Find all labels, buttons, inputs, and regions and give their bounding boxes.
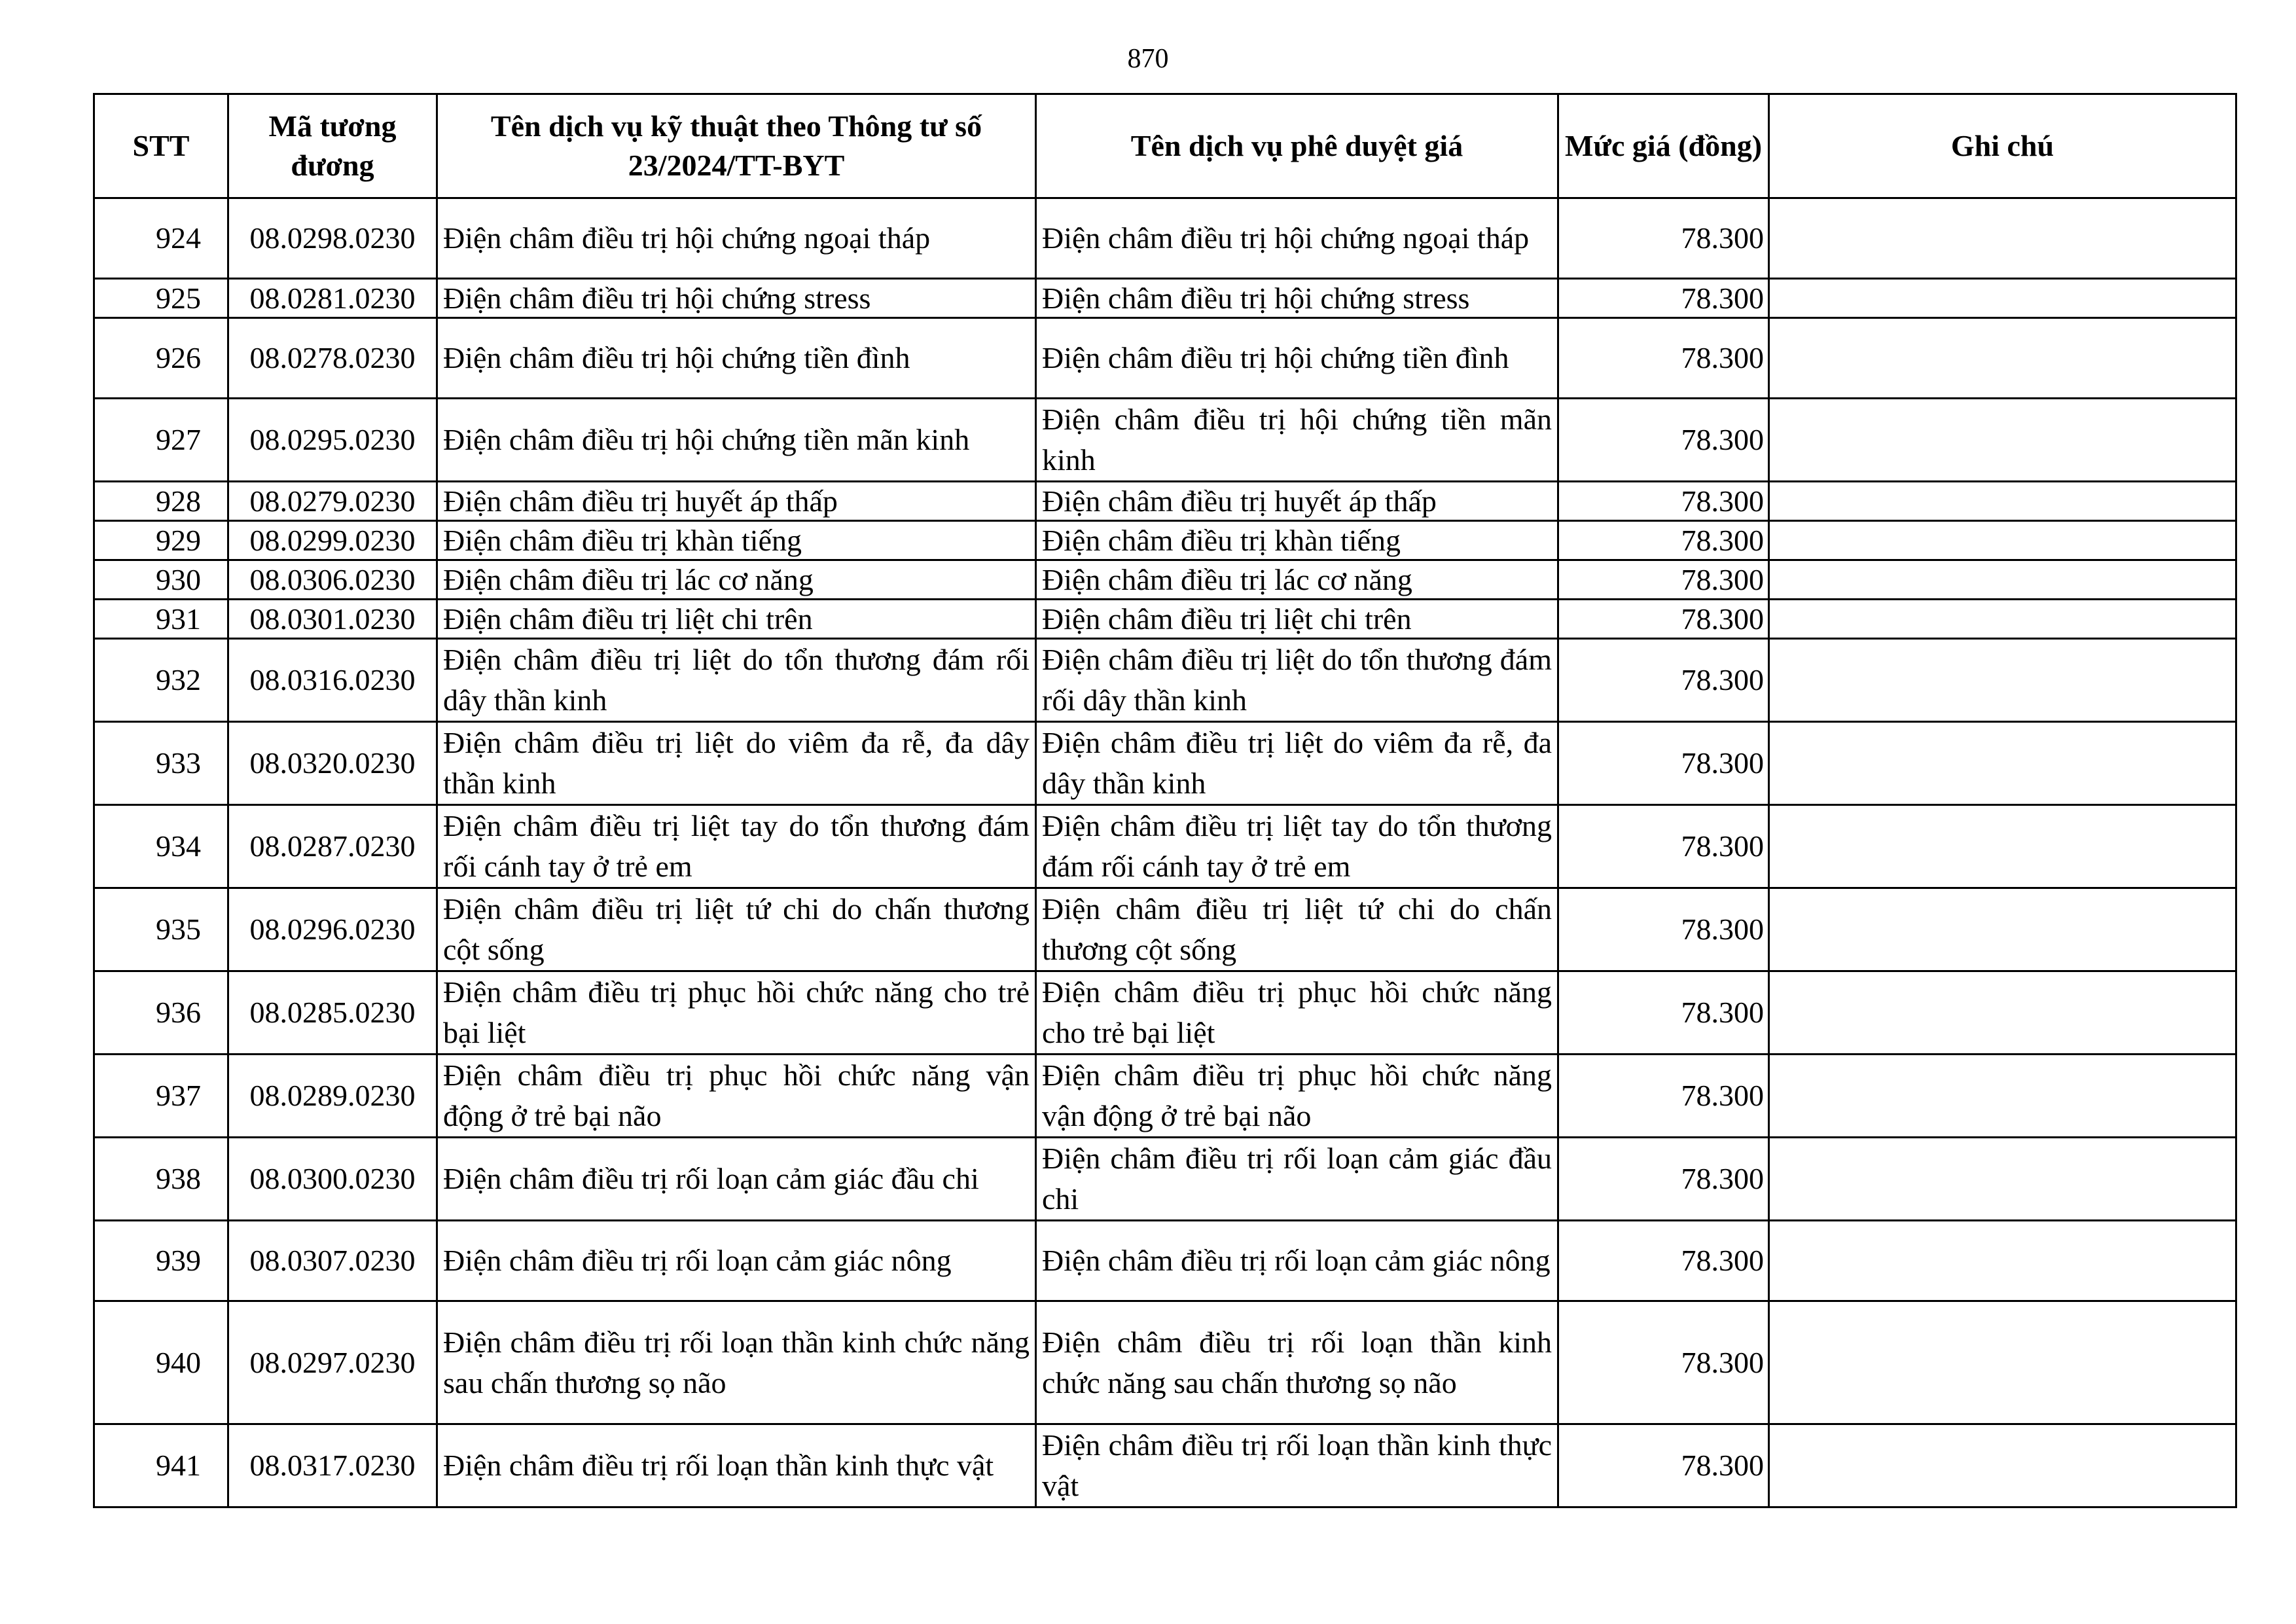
- row-note: [1769, 279, 2236, 318]
- row-approved-name: Điện châm điều trị huyết áp thấp: [1036, 482, 1558, 521]
- row-stt: 935: [94, 888, 228, 971]
- row-service-name: Điện châm điều trị liệt do viêm đa rễ, đa dây thần kinh: [437, 722, 1036, 805]
- row-code: 08.0295.0230: [228, 399, 437, 482]
- row-code: 08.0285.0230: [228, 971, 437, 1055]
- row-code: 08.0299.0230: [228, 521, 437, 560]
- row-stt: 939: [94, 1221, 228, 1301]
- row-price: 78.300: [1558, 639, 1769, 722]
- row-code: 08.0300.0230: [228, 1138, 437, 1221]
- row-code: 08.0289.0230: [228, 1055, 437, 1138]
- row-approved-name: Điện châm điều trị rối loạn thần kinh thực vật: [1036, 1424, 1558, 1507]
- row-price: 78.300: [1558, 1055, 1769, 1138]
- row-note: [1769, 600, 2236, 639]
- row-stt: 941: [94, 1424, 228, 1507]
- table-row: [94, 198, 2236, 279]
- row-service-name: Điện châm điều trị liệt tay do tổn thương đám rối cánh tay ở trẻ em: [437, 805, 1036, 888]
- row-stt: 926: [94, 318, 228, 399]
- row-code: 08.0281.0230: [228, 279, 437, 318]
- row-approved-name: Điện châm điều trị rối loạn cảm giác đầu chi: [1036, 1138, 1558, 1221]
- table-row: [94, 399, 2236, 482]
- table-row: [94, 805, 2236, 888]
- row-price: 78.300: [1558, 521, 1769, 560]
- row-service-name: Điện châm điều trị liệt chi trên: [437, 600, 1036, 639]
- row-stt: 930: [94, 560, 228, 600]
- row-code: 08.0307.0230: [228, 1221, 437, 1301]
- row-service-name: Điện châm điều trị rối loạn thần kinh chức năng sau chấn thương sọ não: [437, 1301, 1036, 1424]
- row-note: [1769, 639, 2236, 722]
- row-service-name: Điện châm điều trị rối loạn cảm giác đầu chi: [437, 1138, 1036, 1221]
- row-approved-name: Điện châm điều trị rối loạn thần kinh chức năng sau chấn thương sọ não: [1036, 1301, 1558, 1424]
- row-note: [1769, 1138, 2236, 1221]
- row-approved-name: Điện châm điều trị phục hồi chức năng cho trẻ bại liệt: [1036, 971, 1558, 1055]
- row-service-name: Điện châm điều trị huyết áp thấp: [437, 482, 1036, 521]
- header-price: Mức giá (đồng): [1558, 94, 1769, 198]
- row-service-name: Điện châm điều trị phục hồi chức năng vận động ở trẻ bại não: [437, 1055, 1036, 1138]
- row-service-name: Điện châm điều trị liệt tứ chi do chấn thương cột sống: [437, 888, 1036, 971]
- table-row: [94, 318, 2236, 399]
- row-price: 78.300: [1558, 318, 1769, 399]
- row-service-name: Điện châm điều trị liệt do tổn thương đám rối dây thần kinh: [437, 639, 1036, 722]
- row-service-name: Điện châm điều trị hội chứng stress: [437, 279, 1036, 318]
- table-row: [94, 1055, 2236, 1138]
- table-row: [94, 639, 2236, 722]
- row-price: 78.300: [1558, 198, 1769, 279]
- table-row: [94, 521, 2236, 560]
- table-row: [94, 1301, 2236, 1424]
- row-price: 78.300: [1558, 971, 1769, 1055]
- row-code: 08.0320.0230: [228, 722, 437, 805]
- header-note: Ghi chú: [1769, 94, 2236, 198]
- row-note: [1769, 318, 2236, 399]
- row-service-name: Điện châm điều trị hội chứng tiền đình: [437, 318, 1036, 399]
- row-note: [1769, 805, 2236, 888]
- header-approved-name: Tên dịch vụ phê duyệt giá: [1036, 94, 1558, 198]
- row-stt: 933: [94, 722, 228, 805]
- table-row: [94, 279, 2236, 318]
- row-note: [1769, 1424, 2236, 1507]
- row-stt: 938: [94, 1138, 228, 1221]
- row-note: [1769, 1221, 2236, 1301]
- row-price: 78.300: [1558, 1138, 1769, 1221]
- row-service-name: Điện châm điều trị khàn tiếng: [437, 521, 1036, 560]
- row-note: [1769, 971, 2236, 1055]
- table-row: [94, 971, 2236, 1055]
- row-code: 08.0297.0230: [228, 1301, 437, 1424]
- row-price: 78.300: [1558, 722, 1769, 805]
- header-code: Mã tương đương: [228, 94, 437, 198]
- table-row: [94, 1138, 2236, 1221]
- row-code: 08.0301.0230: [228, 600, 437, 639]
- row-note: [1769, 482, 2236, 521]
- header-stt: STT: [94, 94, 228, 198]
- row-price: 78.300: [1558, 1424, 1769, 1507]
- row-approved-name: Điện châm điều trị liệt tay do tổn thương đám rối cánh tay ở trẻ em: [1036, 805, 1558, 888]
- row-price: 78.300: [1558, 482, 1769, 521]
- row-note: [1769, 1055, 2236, 1138]
- row-service-name: Điện châm điều trị hội chứng ngoại tháp: [437, 198, 1036, 279]
- row-price: 78.300: [1558, 1221, 1769, 1301]
- price-table: [93, 93, 2237, 1508]
- row-stt: 927: [94, 399, 228, 482]
- header-service-name: Tên dịch vụ kỹ thuật theo Thông tư số 23/2024/TT-BYT: [437, 94, 1036, 198]
- row-price: 78.300: [1558, 1301, 1769, 1424]
- table-header-row: [94, 94, 2236, 198]
- row-price: 78.300: [1558, 399, 1769, 482]
- row-service-name: Điện châm điều trị rối loạn cảm giác nông: [437, 1221, 1036, 1301]
- table-row: [94, 1221, 2236, 1301]
- row-approved-name: Điện châm điều trị liệt tứ chi do chấn thương cột sống: [1036, 888, 1558, 971]
- row-service-name: Điện châm điều trị rối loạn thần kinh thực vật: [437, 1424, 1036, 1507]
- row-stt: 934: [94, 805, 228, 888]
- row-stt: 924: [94, 198, 228, 279]
- row-service-name: Điện châm điều trị lác cơ năng: [437, 560, 1036, 600]
- row-stt: 932: [94, 639, 228, 722]
- table-row: [94, 482, 2236, 521]
- row-price: 78.300: [1558, 279, 1769, 318]
- row-price: 78.300: [1558, 805, 1769, 888]
- row-approved-name: Điện châm điều trị hội chứng tiền đình: [1036, 318, 1558, 399]
- row-service-name: Điện châm điều trị hội chứng tiền mãn kinh: [437, 399, 1036, 482]
- page-number: 870: [1127, 44, 1169, 74]
- row-approved-name: Điện châm điều trị liệt chi trên: [1036, 600, 1558, 639]
- row-price: 78.300: [1558, 888, 1769, 971]
- row-code: 08.0279.0230: [228, 482, 437, 521]
- row-code: 08.0278.0230: [228, 318, 437, 399]
- row-note: [1769, 198, 2236, 279]
- row-approved-name: Điện châm điều trị khàn tiếng: [1036, 521, 1558, 560]
- row-note: [1769, 888, 2236, 971]
- row-note: [1769, 560, 2236, 600]
- row-price: 78.300: [1558, 560, 1769, 600]
- row-note: [1769, 722, 2236, 805]
- row-approved-name: Điện châm điều trị lác cơ năng: [1036, 560, 1558, 600]
- row-approved-name: Điện châm điều trị hội chứng tiền mãn kinh: [1036, 399, 1558, 482]
- row-code: 08.0287.0230: [228, 805, 437, 888]
- row-price: 78.300: [1558, 600, 1769, 639]
- row-stt: 940: [94, 1301, 228, 1424]
- row-approved-name: Điện châm điều trị liệt do tổn thương đám rối dây thần kinh: [1036, 639, 1558, 722]
- table-row: [94, 600, 2236, 639]
- row-stt: 928: [94, 482, 228, 521]
- row-note: [1769, 1301, 2236, 1424]
- table-row: [94, 1424, 2236, 1507]
- table-row: [94, 888, 2236, 971]
- row-approved-name: Điện châm điều trị liệt do viêm đa rễ, đa dây thần kinh: [1036, 722, 1558, 805]
- row-approved-name: Điện châm điều trị rối loạn cảm giác nông: [1036, 1221, 1558, 1301]
- row-approved-name: Điện châm điều trị hội chứng ngoại tháp: [1036, 198, 1558, 279]
- row-approved-name: Điện châm điều trị hội chứng stress: [1036, 279, 1558, 318]
- table-row: [94, 722, 2236, 805]
- row-code: 08.0296.0230: [228, 888, 437, 971]
- row-stt: 937: [94, 1055, 228, 1138]
- row-service-name: Điện châm điều trị phục hồi chức năng cho trẻ bại liệt: [437, 971, 1036, 1055]
- row-stt: 925: [94, 279, 228, 318]
- row-stt: 929: [94, 521, 228, 560]
- row-code: 08.0316.0230: [228, 639, 437, 722]
- row-code: 08.0317.0230: [228, 1424, 437, 1507]
- row-note: [1769, 399, 2236, 482]
- row-stt: 931: [94, 600, 228, 639]
- row-stt: 936: [94, 971, 228, 1055]
- table-row: [94, 560, 2236, 600]
- row-approved-name: Điện châm điều trị phục hồi chức năng vận động ở trẻ bại não: [1036, 1055, 1558, 1138]
- row-note: [1769, 521, 2236, 560]
- row-code: 08.0306.0230: [228, 560, 437, 600]
- row-code: 08.0298.0230: [228, 198, 437, 279]
